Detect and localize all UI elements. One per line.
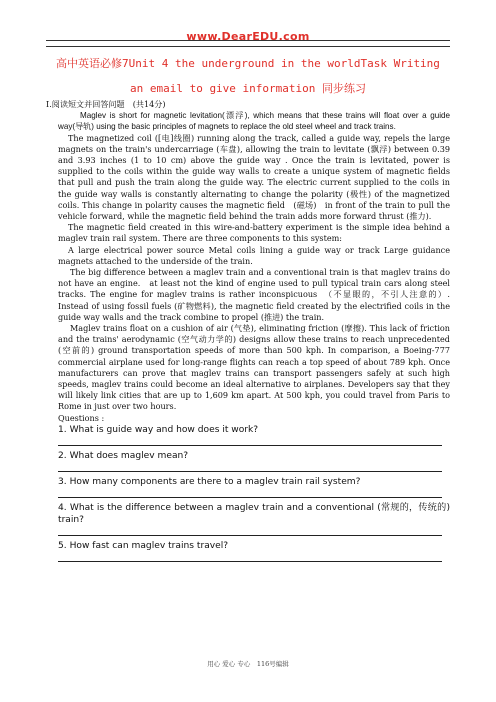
question-3: 3. How many components are there to a maglev train rail system?	[58, 476, 361, 487]
passage-paragraph-6: Maglev trains float on a cushion of air (气垫), eliminating friction (摩擦). This lack of friction and the trains' aerodynamic (空气动力学的) designs allow these trains to reach unprecedented (空前的) ground transportation speeds of more than 500 kph. In comparison, a Boeing-777 commercial airplane used for long-range flights can reach a top speed of about 789 kph. Once manufacturers can prove that maglev trains can transport passengers safely at such high speeds, maglev trains could become an ideal alternative to airplanes. Developers say that they will likely link cities that are up to 1,609 km apart. At 500 kph, you could travel from Paris to Rome in just over two hours.	[58, 323, 450, 412]
question-4: 4. What is the difference between a maglev train and a conventional (常规的，传统的) train?	[58, 502, 450, 525]
answer-line-5[interactable]	[58, 552, 442, 562]
passage-paragraph-5: The big difference between a maglev train and a conventional train is that maglev trains do not have an engine. at least not the kind of engine used to pull typical train cars along steel tracks. The engine for maglev trains is rather inconspicuous （不显眼的，不引人注意的）. Instead of using fossil fuels (矿物燃料), the magnetic field created by the electrified coils in the guide way walls and the track combine to propel (推进) the train.	[58, 267, 450, 322]
section-heading: I.阅读短文并回答问题 (共14分)	[46, 99, 166, 109]
question-2: 2. What does maglev mean?	[58, 450, 189, 461]
header-url[interactable]: www.DearEDU.com	[186, 30, 310, 43]
page-footer: 用心 爱心 专心 116号编辑	[207, 660, 289, 668]
header-rule-bottom	[46, 46, 450, 47]
answer-line-2[interactable]	[58, 462, 442, 472]
title-line-1: 高中英语必修7Unit 4 the underground in the worldTask Writing	[56, 57, 440, 70]
answer-line-1[interactable]	[58, 436, 442, 446]
passage-paragraph-1: Maglev is short for magnetic levitation(漂浮), which means that these trains will float over a guide way(导轨) using the basic principles of magnets to replace the old steel wheel and track trains.	[58, 111, 450, 132]
question-1: 1. What is guide way and how does it work?	[58, 424, 259, 435]
title-line-2: an email to give information 同步练习	[129, 82, 367, 95]
answer-line-3[interactable]	[58, 488, 442, 498]
question-5: 5. How fast can maglev trains travel?	[58, 540, 229, 551]
passage-paragraph-3: The magnetic field created in this wire-and-battery experiment is the simple idea behind a maglev train rail system. There are three components to this system:	[58, 222, 450, 244]
document-body	[46, 99, 450, 566]
questions-label: Questions :	[58, 412, 105, 423]
passage-paragraph-4: A large electrical power source Metal coils lining a guide way or track Large guidance magnets attached to the underside of the train.	[58, 244, 450, 266]
answer-line-4[interactable]	[58, 526, 442, 536]
passage-paragraph-2: The magnetized coil ([电]线圈) running along the track, called a guide way, repels the large magnets on the train's undercarriage (车盘), allowing the train to levitate (飘浮) between 0.39 and 3.93 inches (1 to 10 cm) above the guide way . Once the train is levitated, power is supplied to the coils within the guide way walls to create a unique system of magnetic fields that pull and push the train along the guide way. The electric current supplied to the coils in the guide way walls is constantly alternating to change the polarity (极性) of the magnetized coils. This change in polarity causes the magnetic field (磁场) in front of the train to pull the vehicle forward, while the magnetic field behind the train adds more forward thrust (推力).	[58, 132, 450, 222]
